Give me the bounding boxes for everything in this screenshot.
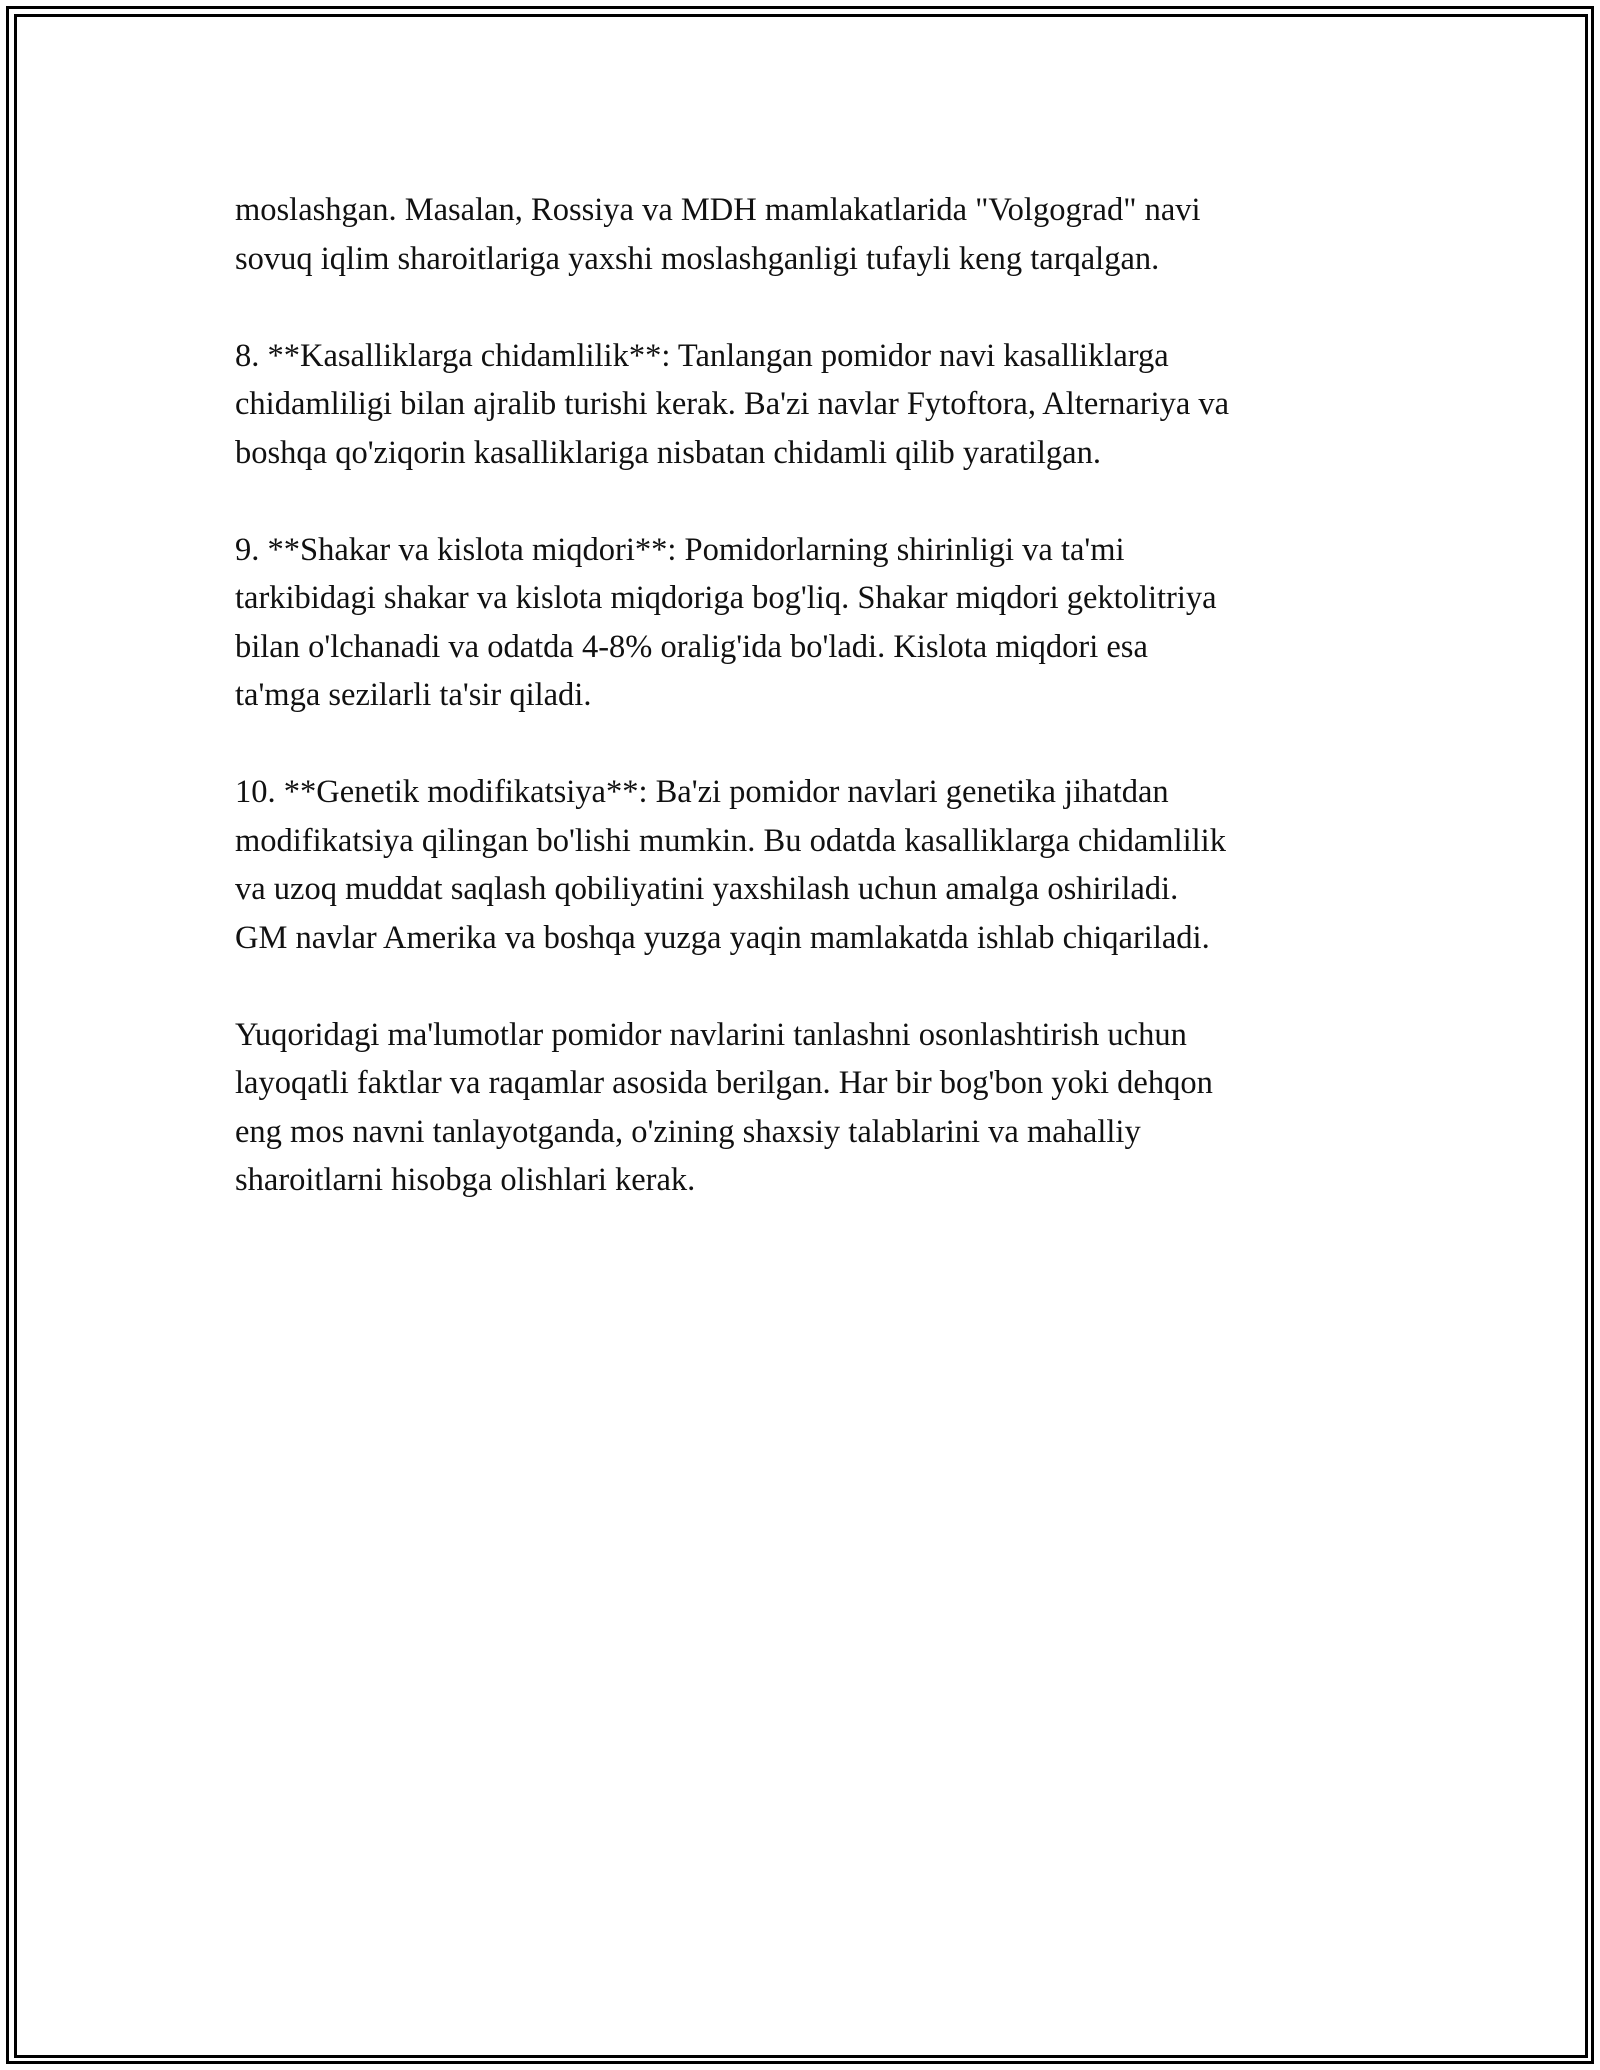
- paragraph-item-10: [235, 768, 1385, 962]
- text-line: 9. **Shakar va kislota miqdori**: Pomidorlarning shirinligi va ta'mi: [235, 531, 1125, 568]
- text-line: GM navlar Amerika va boshqa yuzga yaqin mamlakatda ishlab chiqariladi.: [235, 919, 1210, 956]
- text-line: boshqa qo'ziqorin kasalliklariga nisbatan chidamli qilib yaratilgan.: [235, 434, 1101, 471]
- paragraph-intro-continuation: [235, 186, 1385, 283]
- text-line: sharoitlarni hisobga olishlari kerak.: [235, 1162, 696, 1198]
- text-line: bilan o'lchanadi va odatda 4-8% oralig'ida bo'ladi. Kislota miqdori esa: [235, 628, 1148, 665]
- text-line: va uzoq muddat saqlash qobiliyatini yaxshilash uchun amalga oshiriladi.: [235, 871, 1179, 907]
- text-line: ta'mga sezilarli ta'sir qiladi.: [235, 677, 592, 713]
- text-line: layoqatli faktlar va raqamlar asosida berilgan. Har bir bog'bon yoki dehqon: [235, 1065, 1213, 1101]
- paragraph-item-9: [235, 526, 1385, 720]
- paragraph-conclusion: [235, 1011, 1385, 1205]
- text-line: sovuq iqlim sharoitlariga yaxshi moslashganligi tufayli keng tarqalgan.: [235, 240, 1160, 277]
- text-line: 8. **Kasalliklarga chidamlilik**: Tanlangan pomidor navi kasalliklarga: [235, 337, 1169, 374]
- paragraph-item-8: [235, 332, 1385, 478]
- text-line: chidamliligi bilan ajralib turishi kerak. Ba'zi navlar Fytoftora, Alternariya va: [235, 386, 1230, 422]
- text-line: tarkibidagi shakar va kislota miqdoriga bog'liq. Shakar miqdori gektolitriya: [235, 580, 1217, 616]
- text-line: 10. **Genetik modifikatsiya**: Ba'zi pomidor navlari genetika jihatdan: [235, 774, 1169, 810]
- text-line: Yuqoridagi ma'lumotlar pomidor navlarini tanlashni osonlashtirish uchun: [235, 1016, 1187, 1053]
- text-line: moslashgan. Masalan, Rossiya va MDH mamlakatlarida "Volgograd" navi: [235, 192, 1201, 228]
- text-line: eng mos navni tanlayotganda, o'zining shaxsiy talablarini va mahalliy: [235, 1113, 1141, 1150]
- document-body: [235, 186, 1385, 1253]
- text-line: modifikatsiya qilingan bo'lishi mumkin. Bu odatda kasalliklarga chidamlilik: [235, 822, 1226, 859]
